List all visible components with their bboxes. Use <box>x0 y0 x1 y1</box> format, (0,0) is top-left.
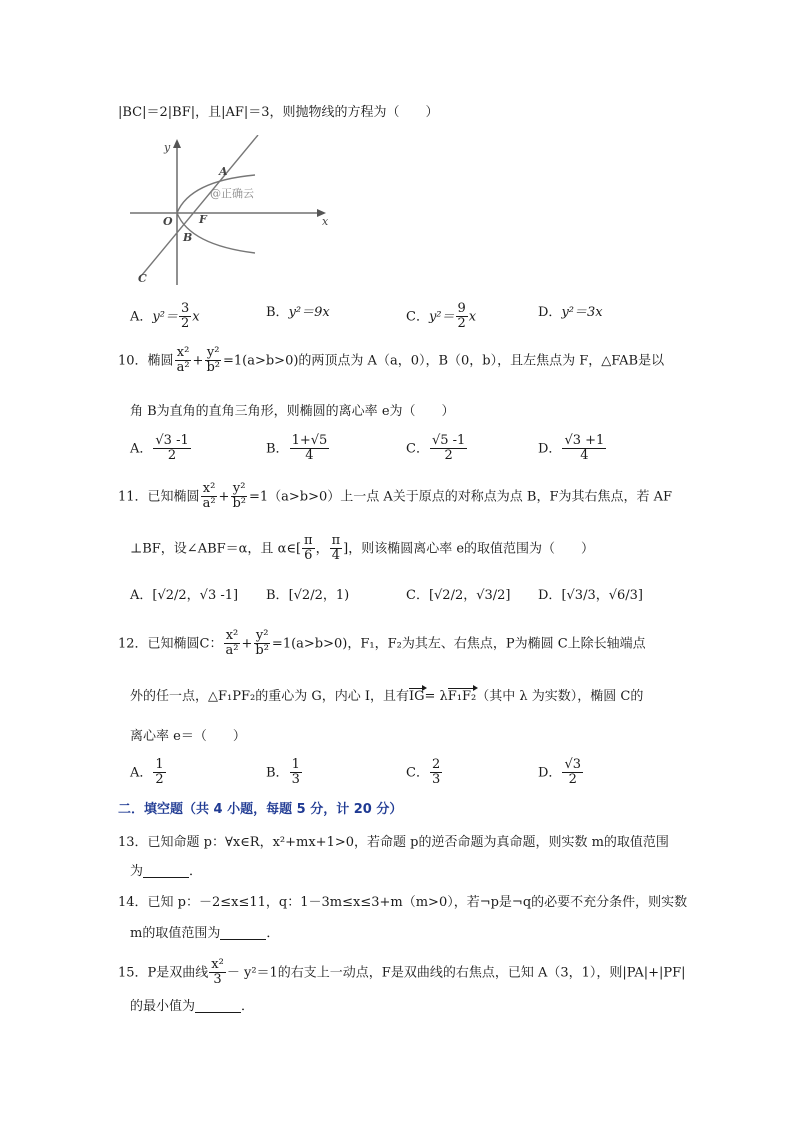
q10-option-c: C． $\frac{√5 -1}{2}$ <box>406 433 466 464</box>
q10-line2: 角 B为直角的直角三角形，则椭圆的离心率 e为（ ） <box>130 404 455 419</box>
q12-option-b: B． $\frac{1}{3}$ <box>266 757 300 788</box>
vector-f1f2: F₁F₂ <box>447 689 477 704</box>
fig-point-c: C <box>138 272 147 285</box>
q10-option-b: B． $\frac{1+√5}{4}$ <box>266 433 328 464</box>
q14-answer-blank <box>220 927 266 940</box>
q15-line1: 15．P是双曲线 $\frac{\text{x²}}{3}$ － y²＝1的右支上一动点，F是双曲线的右焦点，已知 A（3，1），则|PA|+|PF| <box>118 957 686 988</box>
q12-line2: 外的任一点，△F₁PF₂的重心为 G，内心 I，且有IG= λF₁F₂（其中 λ 为实数），椭圆 C的 <box>130 689 644 704</box>
q12-line3: 离心率 e＝（ ） <box>130 729 246 744</box>
q13-line2: 为 ． <box>130 864 203 879</box>
q13-line1: 13．已知命题 p：∀x∈R，x²+mx+1>0，若命题 p的逆否命题为真命题，则实数 m的取值范围 <box>118 835 669 850</box>
q9-option-c: C．y²＝ $\frac{9}{2}$ x <box>406 301 477 332</box>
q12-option-a: A． $\frac{1}{2}$ <box>130 757 164 788</box>
parabola-figure <box>130 135 335 295</box>
q14-line1: 14．已知 p：－2≤x≤11，q：1－3m≤x≤3+m（m>0），若¬p是¬q的必要不充分条件，则实数 <box>118 895 688 910</box>
q11-line2: ⊥BF，设∠ABF＝α，且 α∈[ $\frac{\pi}{6}$ ， $\frac{\pi}{4}$ ]，则该椭圆离心率 e的取值范围为（ ） <box>130 533 595 564</box>
q11-line1: 11．已知椭圆 $\frac{\text{x²}}{\text{a²}}$ + $\frac{\text{y²}}{\text{b²}}$ =1（a>b>0）上一点 A关于原点的对称点为点 B，F为其右焦点，若 AF <box>118 481 673 512</box>
fig-y-label: y <box>164 141 171 154</box>
q9-stem: |BC|＝2|BF|，且|AF|＝3，则抛物线的方程为（ ） <box>118 105 439 120</box>
q10-option-a: A． $\frac{√3 -1}{2}$ <box>130 433 189 464</box>
q9-option-d: D．y²＝3x <box>538 305 603 320</box>
q10-option-d: D． $\frac{√3 +1}{4}$ <box>538 433 605 464</box>
fig-x-label: x <box>322 215 329 228</box>
q10-line1: 10．椭圆 $\frac{\text{x²}}{\text{a²}}$ + $\frac{\text{y²}}{\text{b²}}$ =1(a>b>0)的两顶点为 A（a，0），B（0，b），且左焦点为 F，△FAB是以 <box>118 345 665 376</box>
q11-option-d: D．[√3/3，√6/3] <box>538 588 643 603</box>
q9-option-b: B．y²＝9x <box>266 305 330 320</box>
q15-line2: 的最小值为 ． <box>130 999 255 1014</box>
q13-answer-blank <box>143 865 189 878</box>
q14-line2: m的取值范围为 ． <box>130 926 280 941</box>
fig-point-b: B <box>183 231 193 244</box>
q11-option-c: C．[√2/2，√3/2] <box>406 588 511 603</box>
fig-watermark: @正确云 <box>210 187 254 200</box>
fig-point-f: F <box>199 213 207 226</box>
q9-option-a: A．y²＝ $\frac{3}{2}$ x <box>130 301 200 332</box>
q12-line1: 12．已知椭圆C： $\frac{\text{x²}}{\text{a²}}$ + $\frac{\text{y²}}{\text{b²}}$ =1(a>b>0)，F₁，F₂为其左、右焦点，P为椭圆 C上除长轴端点 <box>118 628 646 659</box>
vector-ig: IG <box>409 689 425 704</box>
fig-origin-label: O <box>163 215 173 228</box>
section-title: 二．填空题（共 4 小题，每题 5 分，计 20 分） <box>118 802 403 817</box>
q11-option-a: A．[√2/2，√3 -1] <box>130 588 239 603</box>
q11-option-b: B．[√2/2，1) <box>266 588 350 603</box>
q15-answer-blank <box>195 1000 241 1013</box>
fig-point-a: A <box>219 165 228 178</box>
q12-option-c: C． $\frac{2}{3}$ <box>406 757 441 788</box>
q12-option-d: D． $\frac{√3}{2}$ <box>538 757 581 788</box>
